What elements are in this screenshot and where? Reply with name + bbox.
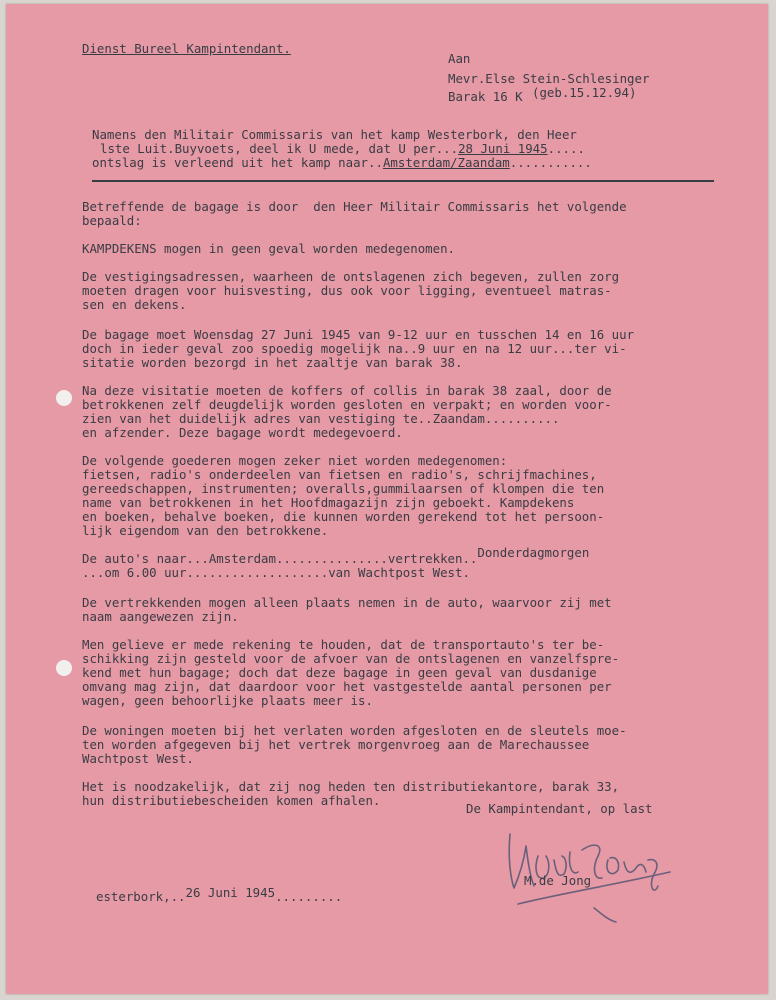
departure-time: om 6.00 uur: [104, 565, 187, 580]
office-heading: Dienst Bureel Kampintendant.: [82, 41, 291, 56]
paragraph-packing-line-4: en afzender. Deze bagage wordt medegevoerd.: [82, 425, 403, 440]
paragraph-inspection-line-2: doch in ieder geval zoo spoedig mogelijk na..9 uur en na 12 uur...ter vi-: [82, 341, 627, 356]
paragraph-blankets: KAMPDEKENS mogen in geen geval worden medegenomen.: [82, 241, 455, 256]
paragraph-transport-line-1: Men gelieve er mede rekening te houden, dat de transportauto's ter be-: [82, 637, 605, 652]
paragraph-inspection-line-1: De bagage moet Woensdag 27 Juni 1945 van 9-12 uur en tusschen 14 en 16 uur: [82, 327, 635, 342]
paragraph-cars-line-2: ...om 6.00 uur...................van Wachtpost West.: [82, 565, 470, 580]
packing-destination: Zaandam: [432, 411, 485, 426]
paragraph-forbidden-line-4: name van betrokkenen in het Hoofdmagazijn zijn geboekt. Kampdekens: [82, 495, 575, 510]
paragraph-forbidden-line-1: De volgende goederen mogen zeker niet worden medegenomen:: [82, 453, 508, 468]
paragraph-distribution-line-1: Het is noodzakelijk, dat zij nog heden ten distributiekantore, barak 33,: [82, 779, 620, 794]
divider-rule: [92, 180, 714, 182]
recipient-barrack: Barak 16 K: [448, 89, 523, 104]
signatory-name: M.de Jong: [524, 873, 592, 888]
recipient-birthdate: (geb.15.12.94): [532, 85, 637, 100]
paragraph-transport-line-5: wagen, geen behoorlijke plaats meer is.: [82, 693, 373, 708]
paragraph-packing-line-1: Na deze visitatie moeten de koffers of collis in barak 38 zaal, door de: [82, 383, 612, 398]
paragraph-transport-line-4: omvang mag zijn, dat daardoor voor het vastgestelde aantal personen per: [82, 679, 612, 694]
intro-line-2: lste Luit.Buyvoets, deel ik U mede, dat U per...28 Juni 1945.....: [100, 141, 585, 156]
inspection-schedule: Woensdag 27 Juni 1945 van 9-12 uur en tusschen 14 en 16 uur: [193, 327, 635, 342]
paragraph-cars-line-1: De auto's naar...Amsterdam...............vertrekken..Donderdagmorgen: [82, 545, 590, 566]
paragraph-forbidden-line-3: gereedschappen, instrumenten; overalls,gummilaarsen of klompen die ten: [82, 481, 605, 496]
paragraph-distribution-line-2: hun distributiebescheiden komen afhalen.: [82, 793, 381, 808]
paragraph-forbidden-line-6: lijk eigendom van den betrokkene.: [82, 523, 329, 538]
recipient-name: Mevr.Else Stein-Schlesinger: [448, 71, 650, 86]
paragraph-baggage-line-1: Betreffende de bagage is door den Heer Militair Commissaris het volgende: [82, 199, 627, 214]
paragraph-packing-line-3: zien van het duidelijk adres van vestiging te..Zaandam..........: [82, 411, 560, 426]
to-label: Aan: [448, 51, 471, 66]
paragraph-seats-line-2: naam aangewezen zijn.: [82, 609, 239, 624]
signatory-title: De Kampintendant, op last: [466, 801, 653, 816]
handwritten-signature: [498, 816, 678, 926]
paragraph-addresses-line-1: De vestigingsadressen, waarheen de ontslagenen zich begeven, zullen zorg: [82, 269, 620, 284]
release-destination: Amsterdam/Zaandam: [382, 155, 510, 170]
paragraph-keys-line-2: ten worden afgegeven bij het vertrek morgenvroeg aan de Marechaussee: [82, 737, 590, 752]
paragraph-transport-line-3: kend met hun bagage; doch dat deze bagage in geen geval van dusdanige: [82, 665, 597, 680]
place-and-date: esterbork,..26 Juni 1945.........: [96, 885, 343, 904]
paragraph-seats-line-1: De vertrekkenden mogen alleen plaats nemen in de auto, waarvoor zij met: [82, 595, 612, 610]
punch-hole-top: [56, 390, 72, 406]
intro-line-3: ontslag is verleend uit het kamp naar..Amsterdam/Zaandam...........: [92, 155, 592, 170]
issue-date: 26 Juni 1945: [185, 885, 276, 900]
paragraph-addresses-line-3: sen en dekens.: [82, 297, 187, 312]
paragraph-keys-line-3: Wachtpost West.: [82, 751, 194, 766]
paragraph-baggage-line-2: bepaald:: [82, 213, 142, 228]
paragraph-transport-line-2: schikking zijn gesteld voor de afvoer van de ontslagenen en vanzelfspre-: [82, 651, 620, 666]
paragraph-inspection-line-3: sitatie worden bezorgd in het zaaltje van barak 38.: [82, 355, 463, 370]
paragraph-packing-line-2: betrokkenen zelf deugdelijk worden gesloten en verpakt; en worden voor-: [82, 397, 612, 412]
cars-destination: Amsterdam: [208, 551, 276, 566]
paragraph-keys-line-1: De woningen moeten bij het verlaten worden afgesloten en de sleutels moe-: [82, 723, 627, 738]
departure-day: Donderdagmorgen: [477, 545, 590, 560]
paragraph-forbidden-line-2: fietsen, radio's onderdeelen van fietsen en radio's, schrijfmachines,: [82, 467, 597, 482]
paragraph-forbidden-line-5: en boeken, behalve boeken, die kunnen worden gerekend tot het persoon-: [82, 509, 605, 524]
punch-hole-bottom: [56, 660, 72, 676]
paragraph-addresses-line-2: moeten dragen voor huisvesting, dus ook voor ligging, eventueel matras-: [82, 283, 612, 298]
intro-line-1: Namens den Militair Commissaris van het kamp Westerbork, den Heer: [92, 127, 577, 142]
release-date: 28 Juni 1945: [458, 141, 548, 156]
